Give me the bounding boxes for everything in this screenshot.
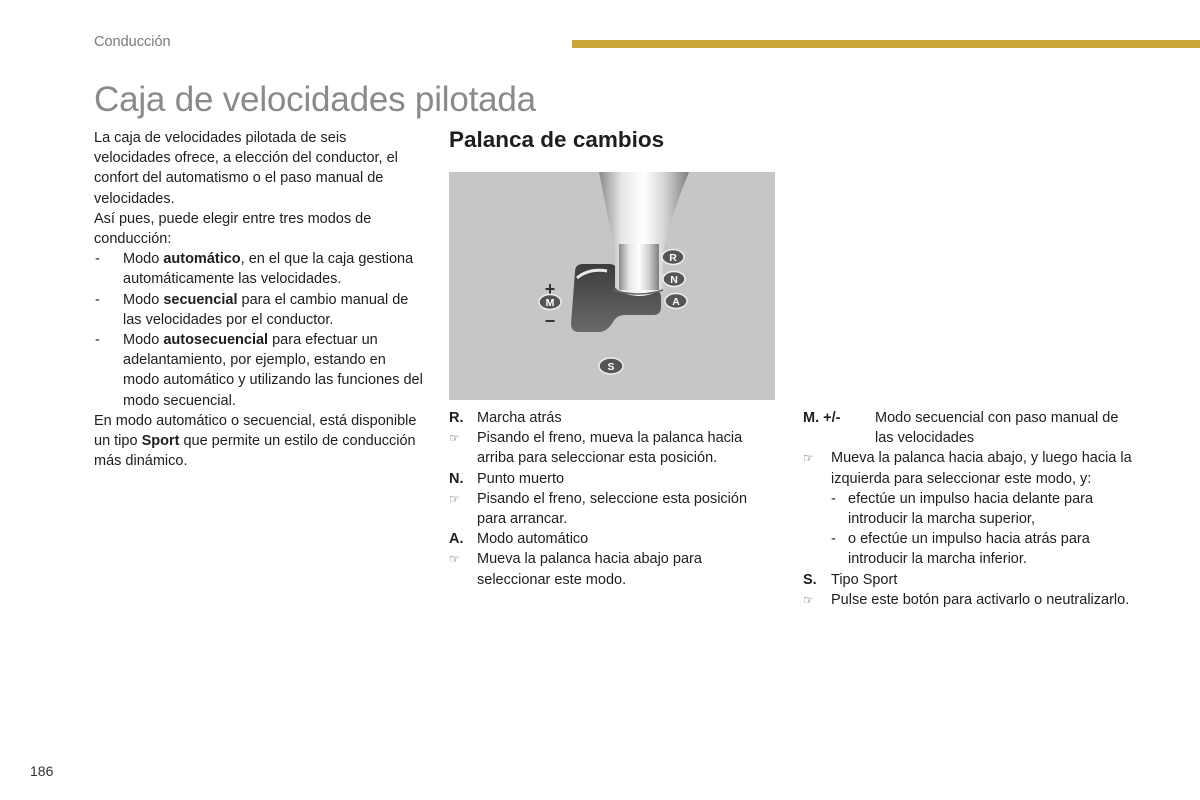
section-subtitle: Palanca de cambios (449, 127, 665, 152)
pointing-hand-icon: ☞ (449, 491, 460, 506)
position-entry (449, 408, 779, 428)
instruction: ☞ Pulse este botón para activarlo o neutralizarlo. (803, 590, 1133, 610)
position-entry (803, 408, 1133, 448)
position-label: Modo automático (477, 531, 589, 548)
instruction: ☞ Pisando el freno, mueva la palanca hacia arriba para seleccionar esta posición. (449, 428, 779, 468)
intro-paragraph: Así pues, puede elegir entre tres modos de conducción: (94, 210, 372, 248)
sub-instruction: - efectúe un impulso hacia delante para introducir la marcha superior, (803, 489, 1133, 529)
intro-paragraph: En modo automático o secuencial, está disponible un tipo Sport que permite un estilo de conducción más dinámico. (94, 412, 417, 470)
mode-name: autosecuencial (163, 332, 269, 349)
label-m: M (545, 297, 555, 309)
pointing-hand-icon: ☞ (449, 552, 460, 567)
position-label: Tipo Sport (831, 571, 898, 588)
position-key: N. (449, 470, 464, 487)
mode-name: automático (163, 251, 241, 268)
position-key: A. (449, 531, 464, 548)
dash: - (95, 332, 100, 349)
instruction: ☞ Pisando el freno, seleccione esta posición para arrancar. (449, 489, 779, 529)
position-entry (803, 570, 1133, 590)
dash: - (95, 291, 100, 308)
dash: - (831, 490, 836, 507)
position-entry (449, 529, 779, 549)
mode-name: secuencial (163, 291, 238, 308)
label-s: S (607, 361, 615, 373)
label-a: A (672, 296, 680, 308)
label-r: R (669, 252, 677, 264)
position-label: Marcha atrás (477, 410, 562, 426)
position-label: Punto muerto (477, 470, 565, 487)
position-label: Modo secuencial con paso manual de las velocidades (875, 410, 1119, 447)
gear-lever-illustration (449, 172, 775, 400)
dash: - (831, 531, 836, 548)
dash: - (95, 251, 100, 268)
position-entry (449, 469, 779, 489)
mode-list-item: - Modo autosecuencial para efectuar un adelantamiento, por ejemplo, estando en modo automático y utilizando las funciones del modo secuencial. (94, 330, 426, 411)
instruction: ☞ Mueva la palanca hacia abajo, y luego hacia la izquierda para seleccionar este modo, y: (803, 448, 1133, 488)
pointing-hand-icon: ☞ (803, 451, 814, 466)
gear-lever-drawing (449, 172, 775, 400)
mode-list-item: - Modo automático, en el que la caja gestiona automáticamente las velocidades. (94, 249, 426, 289)
gear-position-a (665, 294, 687, 309)
sub-instruction: - o efectúe un impulso hacia atrás para introducir la marcha inferior. (803, 529, 1133, 569)
pointing-hand-icon: ☞ (803, 592, 814, 607)
pointing-hand-icon: ☞ (449, 431, 460, 446)
gear-position-n (663, 272, 685, 287)
instruction: ☞ Mueva la palanca hacia abajo para seleccionar este modo. (449, 549, 779, 589)
page-number: 186 (30, 763, 54, 779)
plus-sign: + (544, 279, 556, 299)
positions-column-left (449, 408, 779, 590)
positions-column-right (803, 408, 1133, 610)
position-key: S. (803, 571, 817, 588)
mode-list-item: - Modo secuencial para el cambio manual de las velocidades por el conductor. (94, 290, 426, 330)
position-key: M. +/- (803, 410, 841, 426)
label-n: N (670, 274, 678, 286)
position-key: R. (449, 410, 464, 426)
sport-button (599, 358, 623, 374)
section-header: Conducción (94, 34, 171, 50)
header-accent-bar (572, 40, 1200, 48)
intro-paragraph: La caja de velocidades pilotada de seis velocidades ofrece, a elección del conductor, el confort del automatismo o el paso manual de velocidades. (94, 130, 398, 207)
minus-sign: − (544, 311, 556, 331)
page-title: Caja de velocidades pilotada (94, 80, 536, 119)
gear-position-r (662, 250, 684, 265)
intro-column (94, 128, 426, 471)
